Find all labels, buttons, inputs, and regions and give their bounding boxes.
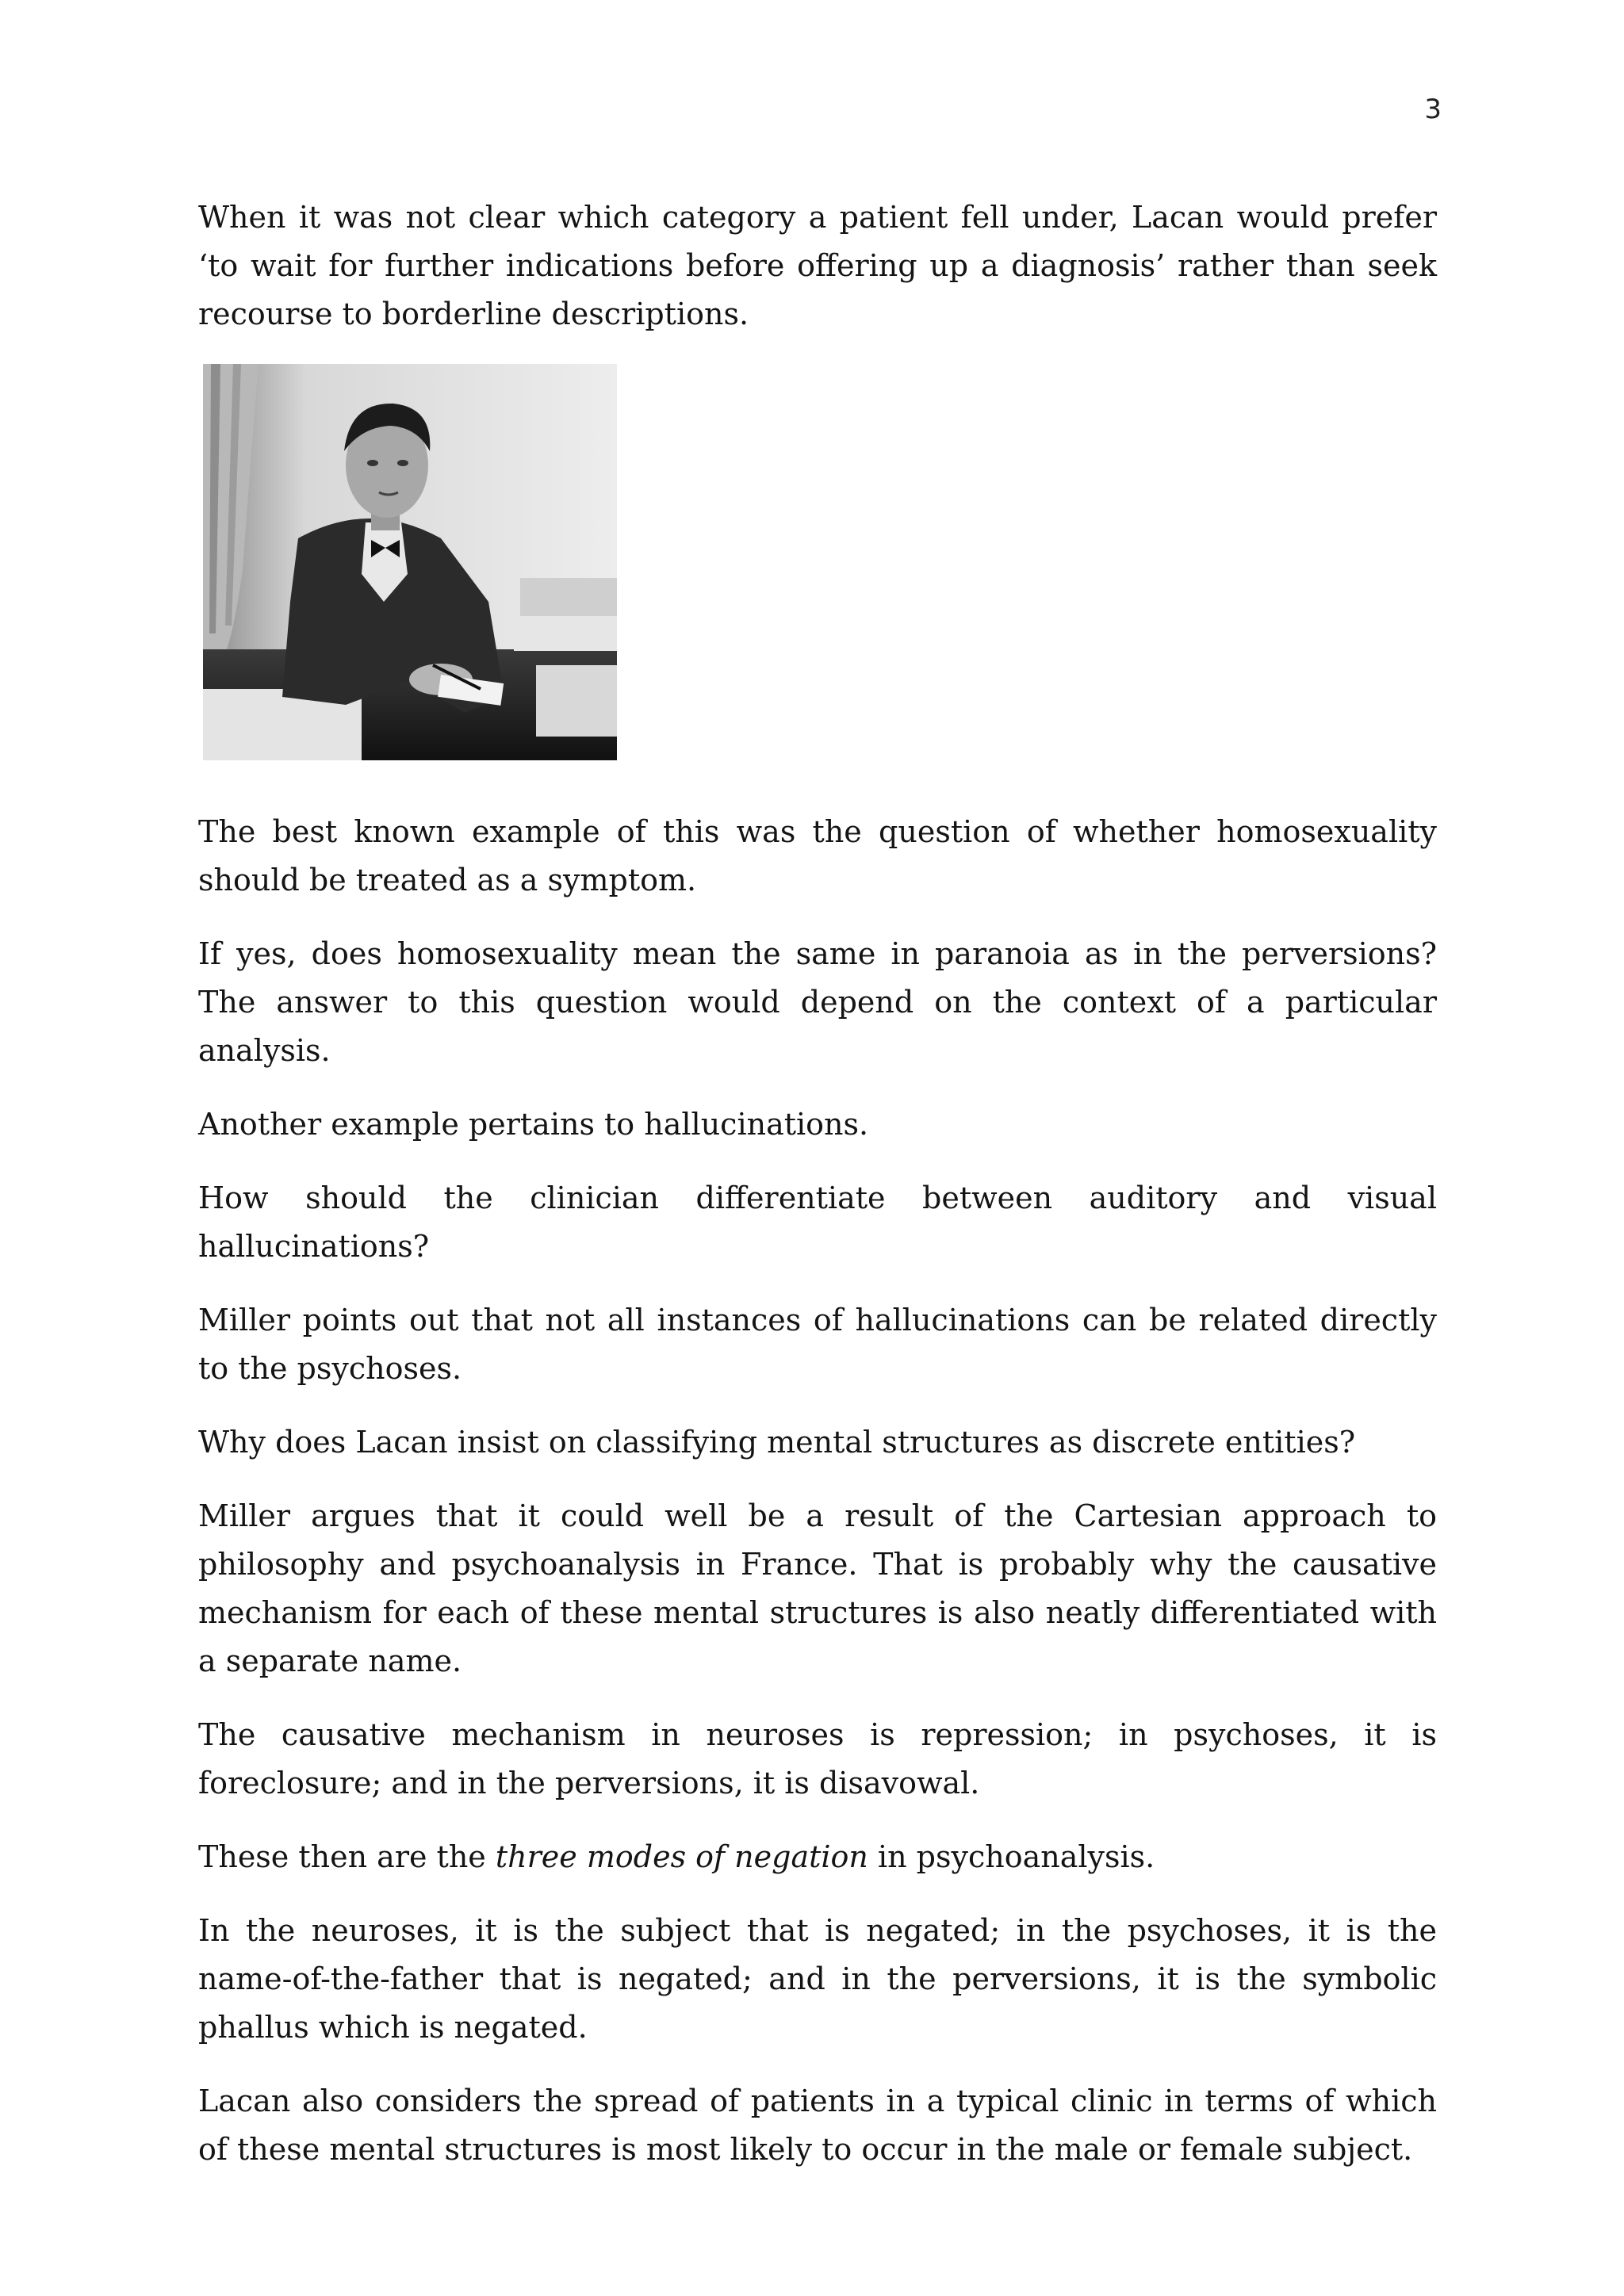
paragraph: In the neuroses, it is the subject that is negated; in the psychoses, it is the name-of-the-father that is negated; and in the perversions, it is the symbolic phallus which is negated. bbox=[198, 1913, 1437, 2045]
paragraph: Lacan also considers the spread of patients in a typical clinic in terms of which of these mental structures is most likely to occur in the male or female subject. bbox=[198, 2084, 1437, 2167]
paragraph: The causative mechanism in neuroses is repression; in psychoses, it is foreclosure; and in the perversions, it is disavowal. bbox=[198, 1717, 1437, 1800]
paragraph bbox=[198, 1833, 1437, 1881]
paragraph-text: in psychoanalysis. bbox=[868, 1839, 1155, 1874]
paragraph: How should the clinician differentiate between auditory and visual hallucinations? bbox=[198, 1181, 1437, 1264]
paragraph: Miller points out that not all instances of hallucinations can be related directly to the psychoses. bbox=[198, 1303, 1437, 1386]
paragraph: When it was not clear which category a patient fell under, Lacan would prefer ‘to wait for further indications before offering up a diagnosis’ rather than seek recourse to borderline descriptions. bbox=[198, 200, 1437, 331]
portrait-photo bbox=[203, 364, 617, 760]
paragraph: Miller argues that it could well be a result of the Cartesian approach to philosophy and psychoanalysis in France. That is probably why the causative mechanism for each of these mental structures is also neatly differentiated with a separate name. bbox=[198, 1498, 1437, 1678]
page-number: 3 bbox=[1424, 94, 1442, 125]
paragraph-text: These then are the bbox=[198, 1839, 496, 1874]
paragraph: The best known example of this was the question of whether homosexuality should be treated as a symptom. bbox=[198, 814, 1437, 897]
paragraph: Another example pertains to hallucinations. bbox=[198, 1107, 869, 1142]
document-body bbox=[198, 193, 1437, 2199]
paragraph: Why does Lacan insist on classifying mental structures as discrete entities? bbox=[198, 1425, 1356, 1460]
paragraph: If yes, does homosexuality mean the same in paranoia as in the perversions? The answer to this question would depend on the context of a particular analysis. bbox=[198, 936, 1437, 1068]
emphasis-text: three modes of negation bbox=[495, 1839, 868, 1874]
